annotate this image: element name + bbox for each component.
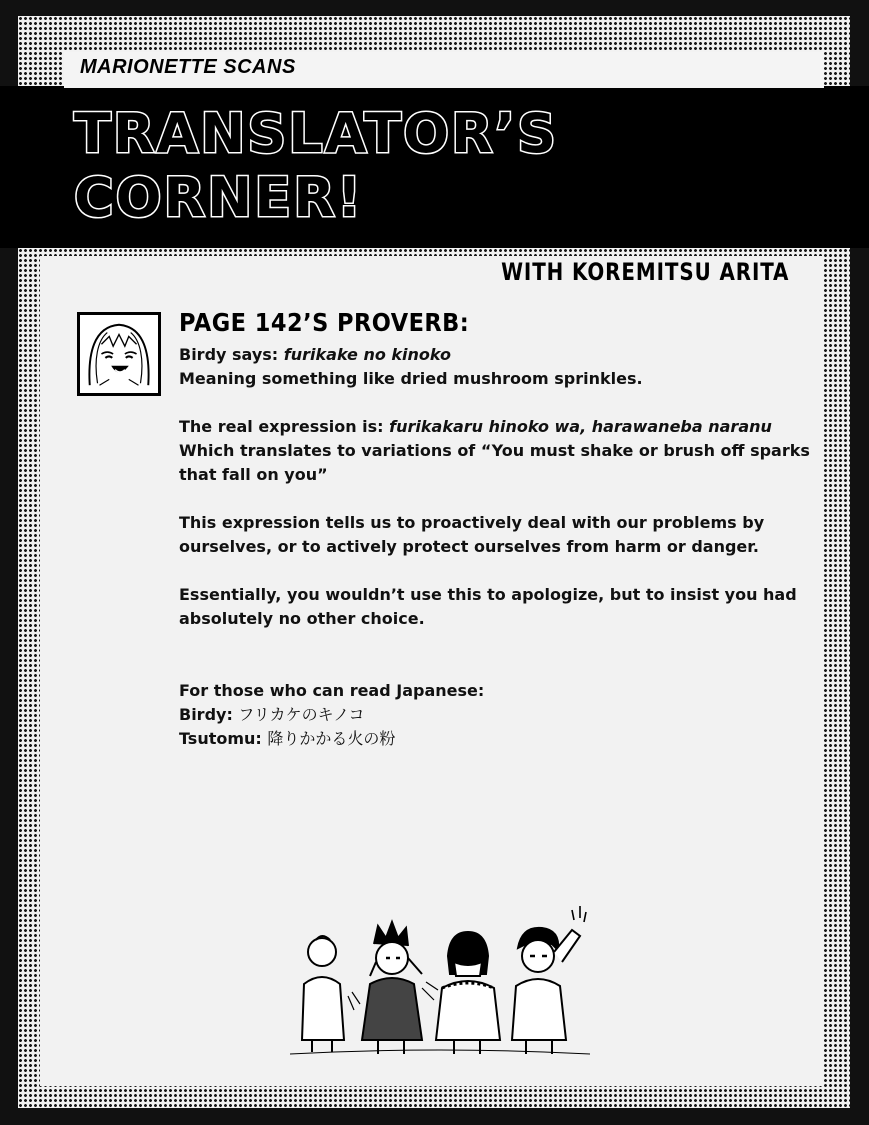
real-expression-phrase: furikakaru hinoko wa, harawaneba naranu xyxy=(389,417,772,436)
tsutomu-japanese-label: Tsutomu: xyxy=(179,729,268,748)
translation-line-1: Which translates to variations of “You must shake or brush off sparks xyxy=(179,441,810,460)
birdy-says-line xyxy=(179,343,819,367)
explanation-line-2: ourselves, or to actively protect ourselves from harm or danger. xyxy=(179,537,759,556)
real-expression-label: The real expression is: xyxy=(179,417,390,436)
tsutomu-japanese-text: 降りかかる火の粉 xyxy=(267,729,396,748)
girl-face-icon xyxy=(80,315,158,393)
character-1-figure xyxy=(302,936,360,1052)
birdy-says-label: Birdy says: xyxy=(179,345,284,364)
real-expression-line xyxy=(179,415,819,439)
explanation-line-1: This expression tells us to proactively deal with our problems by xyxy=(179,513,765,532)
characters-illustration xyxy=(290,892,590,1060)
ground-line xyxy=(290,1050,590,1054)
page-title-line1: TRANSLATOR’S xyxy=(74,102,559,165)
publisher-name: MARIONETTE SCANS xyxy=(80,56,296,78)
page-title-line2: CORNER! xyxy=(74,166,364,229)
birdy-japanese-label: Birdy: xyxy=(179,705,239,724)
translator-avatar xyxy=(77,312,161,396)
birdy-phrase: furikake no kinoko xyxy=(283,345,451,364)
character-3-figure xyxy=(436,932,500,1054)
translation-line-2: that fall on you” xyxy=(179,465,328,484)
tsutomu-japanese-line xyxy=(179,727,819,751)
birdy-japanese-line xyxy=(179,703,819,727)
birdy-japanese-text: フリカケのキノコ xyxy=(238,705,365,724)
byline: WITH KOREMITSU ARITA xyxy=(500,258,789,286)
section-heading: PAGE 142’S PROVERB: xyxy=(179,308,470,337)
japanese-intro: For those who can read Japanese: xyxy=(179,681,485,700)
essential-line-1: Essentially, you wouldn’t use this to apologize, but to insist you had xyxy=(179,585,797,604)
essential-line-2: absolutely no other choice. xyxy=(179,609,425,628)
character-2-figure xyxy=(362,922,438,1054)
character-4-figure xyxy=(512,906,586,1054)
birdy-meaning: Meaning something like dried mushroom sprinkles. xyxy=(179,369,643,388)
body-text xyxy=(179,343,819,751)
